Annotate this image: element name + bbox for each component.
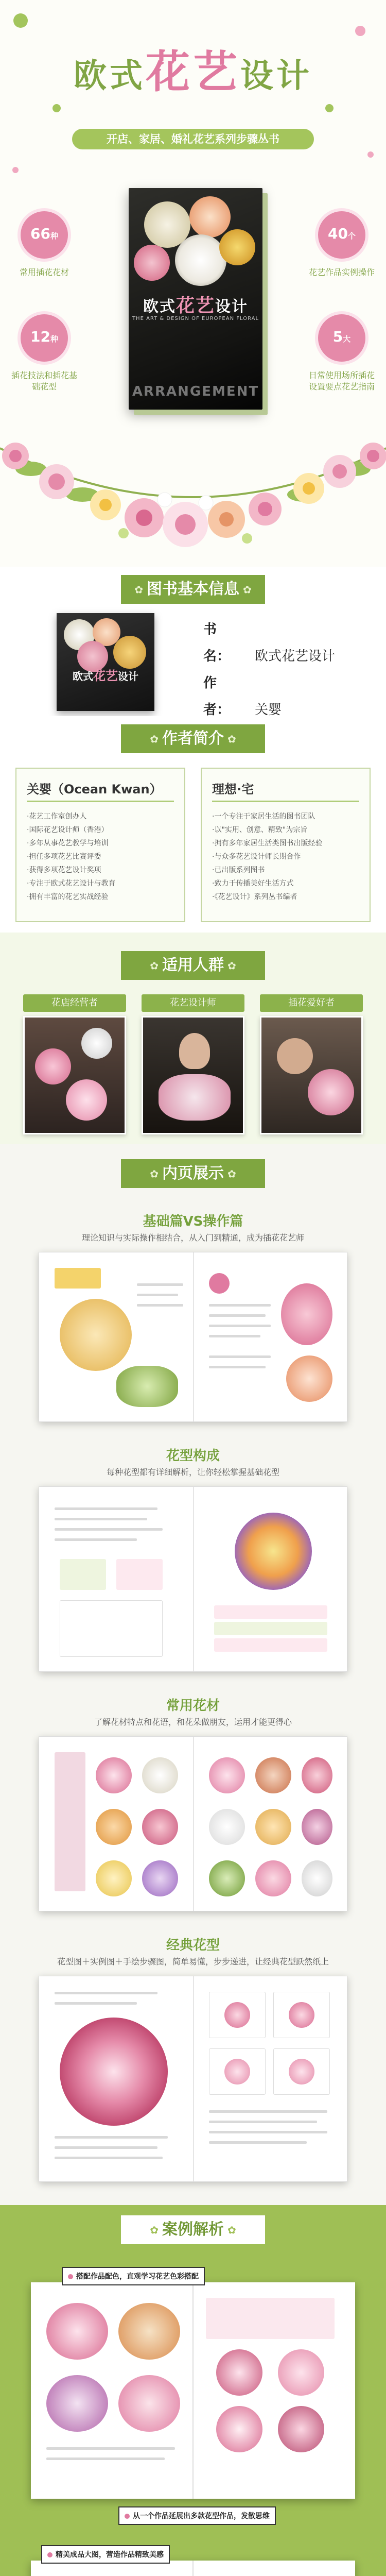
spread-classic-styles	[39, 1976, 347, 2182]
info-row-title: 书 名： 欧式花艺设计	[203, 622, 336, 664]
flower-garland	[0, 428, 386, 562]
spread-common-flowers	[39, 1736, 347, 1911]
callout-color: 搭配作品配色，直观学习花艺色彩搭配	[62, 2267, 205, 2285]
badge-works: 40个	[318, 211, 365, 259]
book-cover	[129, 188, 262, 410]
hero-title: 欧式花艺设计	[74, 46, 312, 98]
inner-part-desc: 每种花型都有详细解析，让你轻松掌握基础花型	[106, 1467, 279, 1477]
book-cover-title: 欧式花艺设计	[143, 295, 248, 316]
inner-part-desc: 了解花材特点和花语，和花朵做朋友，运用才能更得心	[94, 1717, 292, 1727]
book-info-section	[0, 567, 386, 716]
badge-techniques-caption: 插花技法和插花基础花型	[11, 370, 77, 392]
reader-photo-designer	[142, 1016, 244, 1134]
info-book-cover	[57, 613, 154, 711]
inner-part-title: 基础篇VS操作篇	[143, 1214, 243, 1229]
inner-pages-heading: ✿ 内页展示 ✿	[121, 1159, 265, 1188]
badge-works-caption: 花艺作品实例操作	[308, 267, 375, 277]
target-readers-section	[0, 933, 386, 1144]
author-card-kwan	[15, 768, 185, 922]
book-info-table	[203, 616, 358, 716]
reader-card-label: 花店经营者	[23, 994, 126, 1012]
badge-scenes-caption: 日常使用场所插花设置要点花艺指南	[308, 370, 375, 392]
author-name: 理想·宅	[212, 782, 254, 796]
reader-photo-shop	[23, 1016, 126, 1134]
book-cover-subtitle: THE ART & DESIGN OF EUROPEAN FLORAL	[132, 316, 259, 321]
inner-part-title: 经典花型	[166, 1938, 220, 1953]
badge-flowers-caption: 常用插花花材	[19, 267, 69, 277]
target-readers-heading: ✿ 适用人群 ✿	[121, 951, 265, 980]
author-name: 关婴（Ocean Kwan）	[27, 782, 162, 796]
author-card-lixiangzhai	[201, 768, 371, 922]
spread-flower-types	[39, 1486, 347, 1672]
reader-card-label: 花艺设计师	[142, 994, 244, 1012]
top-decoration	[0, 0, 386, 185]
reader-photo-hobbyist	[260, 1016, 363, 1134]
callout-variations: 从一个作品延展出多款花型作品，发散思维	[118, 2506, 276, 2525]
badge-scenes: 5大	[318, 314, 365, 362]
book-info-heading: ✿ 图书基本信息 ✿	[121, 575, 265, 604]
callout-photo: 精美成品大图，营造作品精致美感	[41, 2545, 170, 2564]
inner-part-desc: 花型图＋实例图＋手绘步骤图，简单易懂，步步递进，让经典花型跃然纸上	[57, 1957, 329, 1967]
case-spread-1	[31, 2282, 355, 2499]
inner-part-title: 常用花材	[166, 1698, 220, 1714]
book-cover-bottom-text: ARRANGEMENT	[132, 384, 259, 399]
inner-pages-section	[0, 1144, 386, 2205]
info-book-title: 欧式花艺设计	[73, 669, 138, 683]
badge-techniques: 12种	[21, 314, 68, 362]
info-row-author: 作 者： 关婴	[203, 675, 282, 716]
authors-heading: ✿ 作者简介 ✿	[121, 724, 265, 753]
inner-part-desc: 理论知识与实际操作相结合，从入门到精通，成为插花花艺师	[81, 1233, 304, 1243]
hero-section	[0, 0, 386, 567]
author-bio-list: ·花艺工作室创办人 ·国际花艺设计师（香港） ·多年从事花艺教学与培训 ·担任多项花艺比赛评委 ·获得多项花艺设计奖项 ·专注于欧式花艺设计与教育 ·拥有丰富的花艺实战经验	[27, 812, 116, 901]
spread-basics	[39, 1252, 347, 1422]
inner-part-title: 花型构成	[166, 1448, 220, 1464]
hero-subtitle: 开店、家居、婚礼花艺系列步骤丛书	[72, 129, 314, 149]
authors-section	[0, 716, 386, 933]
reader-card-label: 插花爱好者	[260, 994, 363, 1012]
case-analysis-section	[0, 2205, 386, 2576]
badge-flowers: 66种	[21, 211, 68, 259]
case-analysis-heading: ✿ 案例解析 ✿	[121, 2215, 265, 2244]
author-bio-list: ·一个专注于家居生活的图书团队 ·以"实用、创意、精致"为宗旨 ·拥有多年家居生活类图书出版经验 ·与众多花艺设计师长期合作 ·已出版系列图书 ·致力于传播美好生活方式 ·《花艺设计》系列丛书编者	[212, 812, 323, 901]
